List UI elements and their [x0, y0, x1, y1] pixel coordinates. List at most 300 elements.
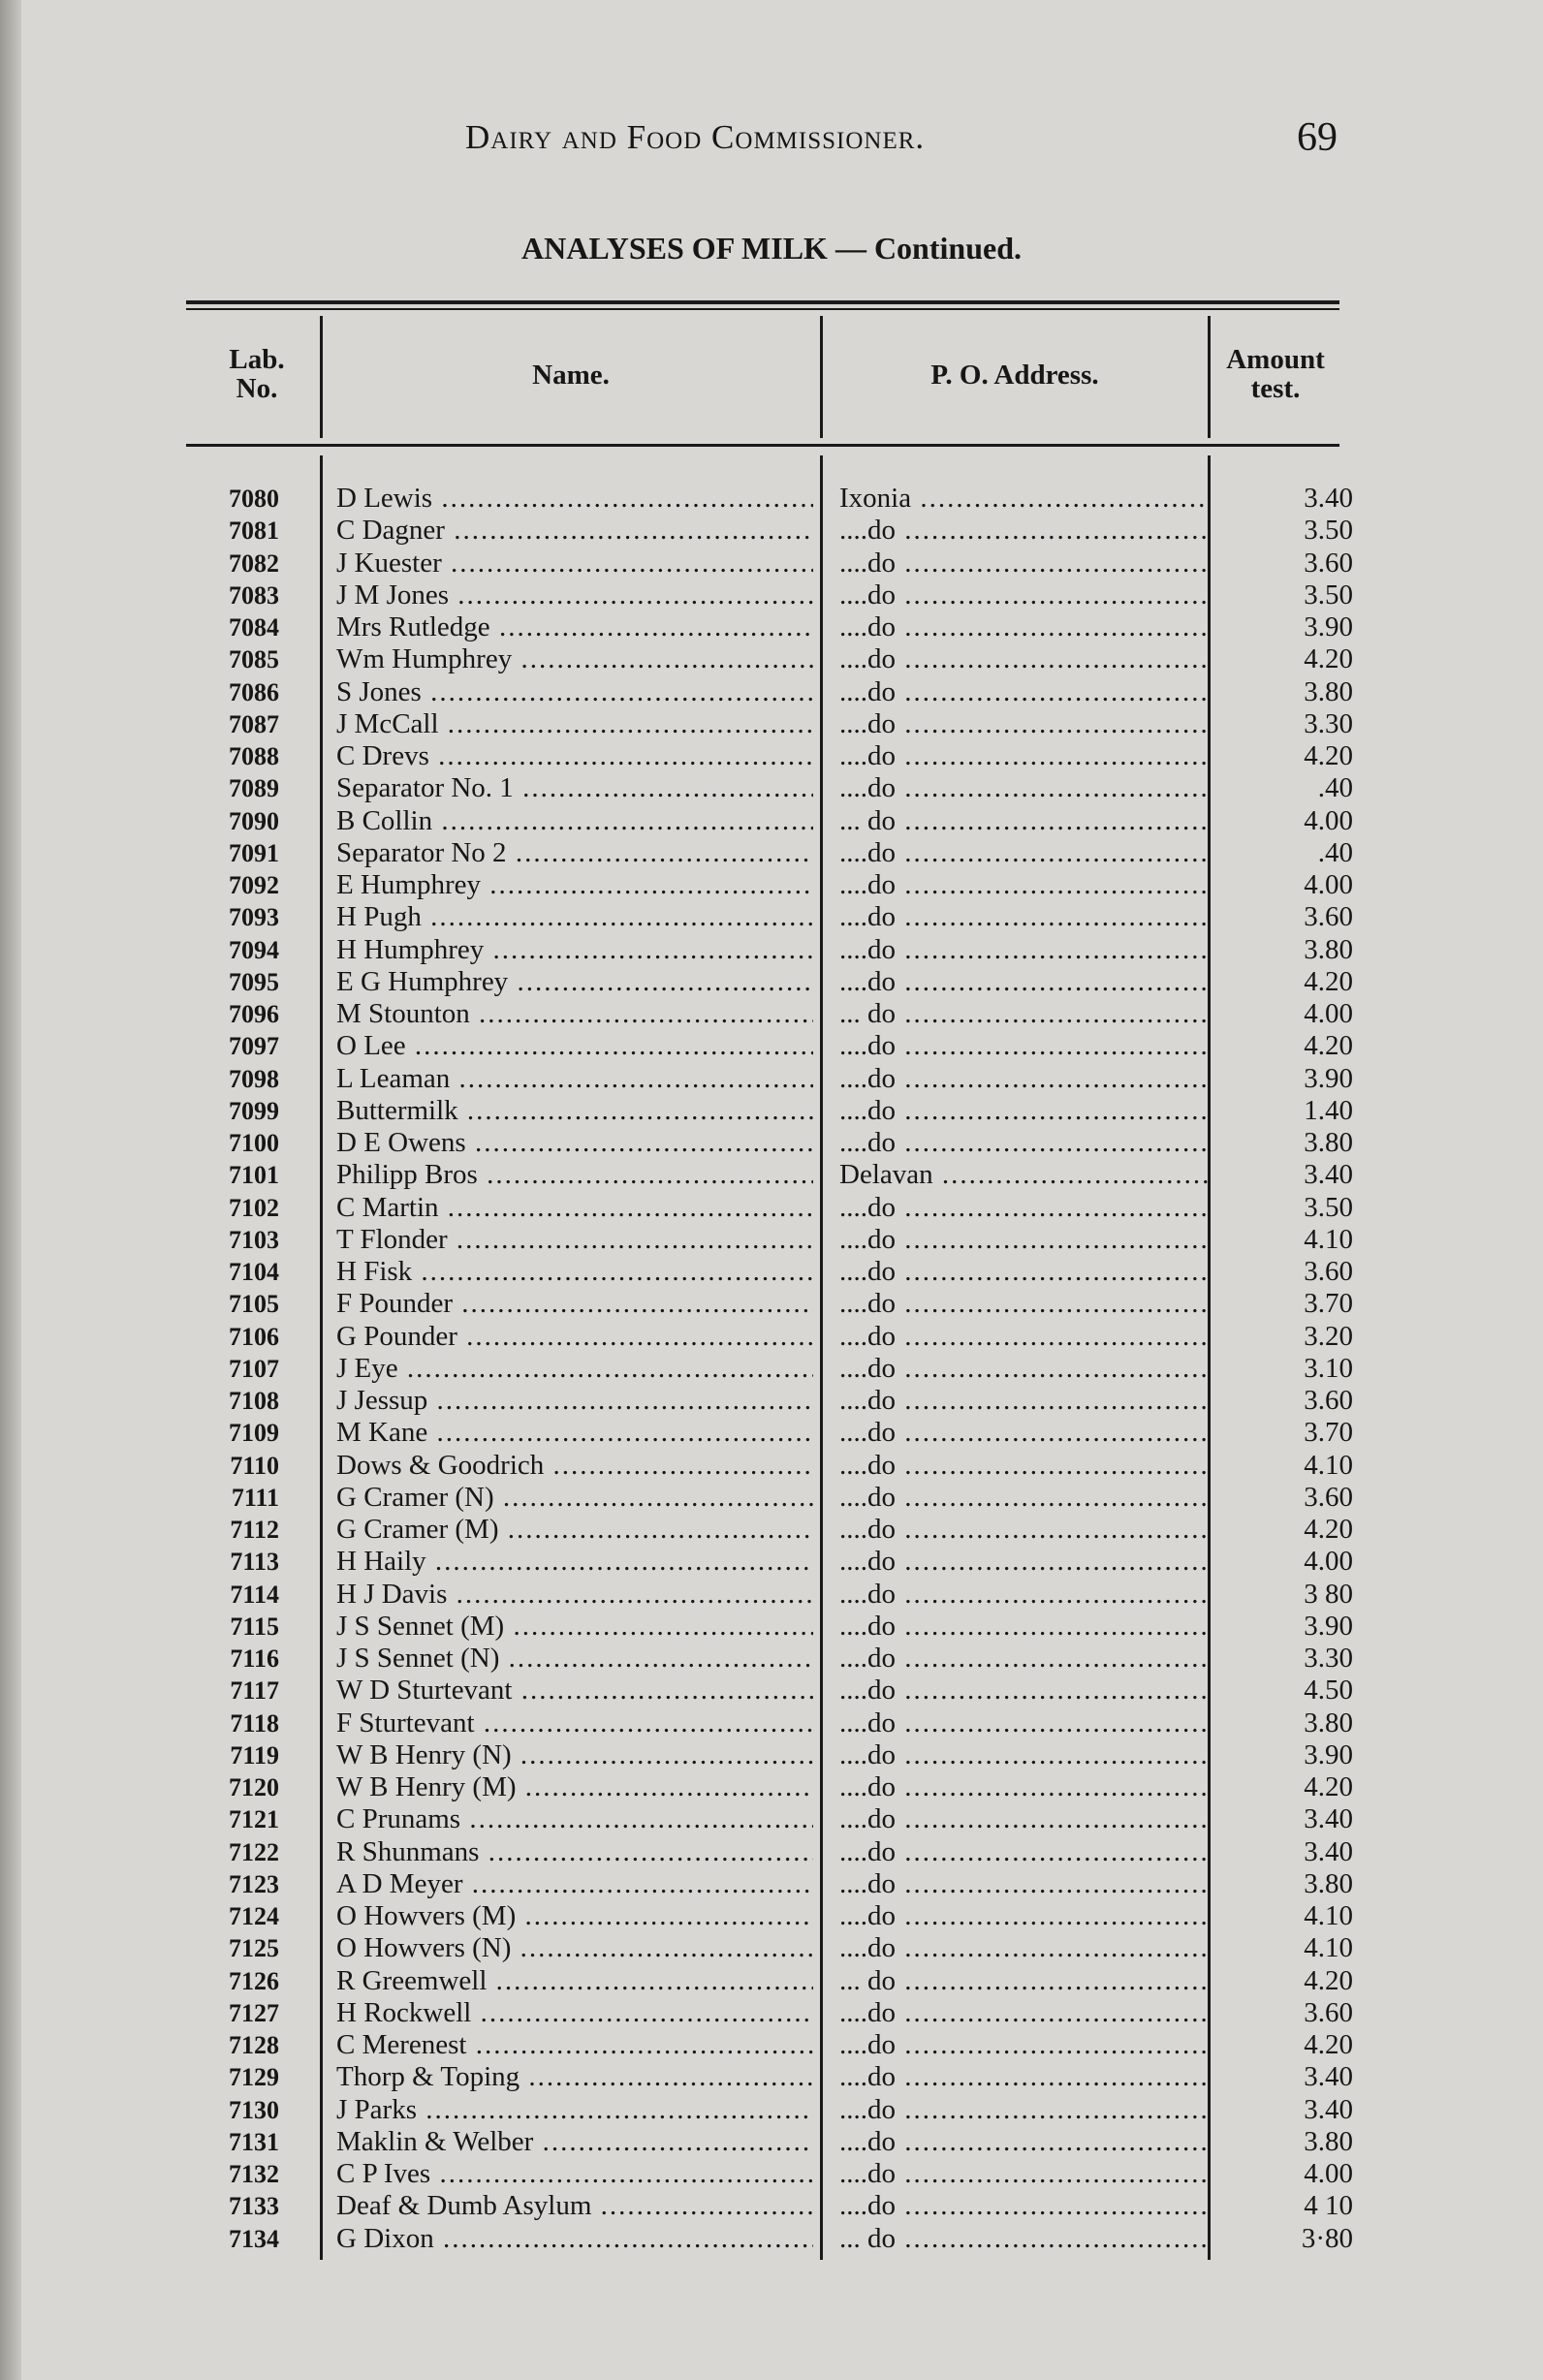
address-cell — [839, 2223, 1208, 2255]
amount-test: 3.60 — [1304, 1481, 1353, 1513]
name-cell — [336, 1321, 813, 1353]
name-cell — [336, 740, 813, 772]
address-cell — [839, 1482, 1208, 1514]
name-cell — [336, 1836, 813, 1868]
lab-number: 7083 — [229, 580, 279, 610]
address-cell — [839, 1321, 1208, 1353]
table-row — [0, 1127, 1543, 1159]
address-text: ....do ..... — [839, 1224, 1208, 1255]
name-cell — [336, 1643, 813, 1675]
address-cell — [839, 1611, 1208, 1643]
table-row — [0, 869, 1543, 901]
name-text: C P Ives ..... — [336, 2158, 813, 2189]
address-text: ....do ..... — [839, 1288, 1208, 1319]
table-row — [0, 837, 1543, 869]
table-title: ANALYSES OF MILK — Continued. — [521, 231, 1022, 266]
address-cell — [839, 2190, 1208, 2222]
header-po-address: P. O. Address. — [930, 360, 1099, 391]
address-text: Delavan ..... — [839, 1159, 1208, 1190]
lab-number: 7128 — [229, 2031, 279, 2059]
address-text: ....do ..... — [839, 643, 1208, 674]
lab-number: 7133 — [229, 2192, 279, 2221]
table-row — [0, 2223, 1543, 2255]
name-text: W B Henry (N) ..... — [336, 1739, 813, 1770]
address-text: ....do ..... — [839, 1192, 1208, 1223]
header-name: Name. — [532, 360, 610, 391]
address-text: ....do ..... — [839, 901, 1208, 932]
name-text: R Shunmans ..... — [336, 1836, 813, 1867]
address-cell — [839, 676, 1208, 708]
lab-number: 7086 — [229, 677, 279, 706]
table-row — [0, 579, 1543, 611]
lab-number: 7116 — [230, 1644, 279, 1673]
lab-number: 7129 — [229, 2063, 279, 2092]
name-cell — [336, 1739, 813, 1771]
amount-test: .40 — [1317, 836, 1353, 868]
amount-test: 4 10 — [1304, 2190, 1353, 2222]
lab-number: 7081 — [229, 517, 279, 546]
name-cell — [336, 1514, 813, 1546]
table-row — [0, 1159, 1543, 1191]
lab-number: 7112 — [230, 1516, 279, 1544]
table-row — [0, 740, 1543, 772]
name-text: C Martin ..... — [336, 1192, 813, 1223]
amount-test: 3.80 — [1304, 675, 1353, 707]
amount-test: 3.30 — [1304, 707, 1353, 739]
name-text: C Prunams ..... — [336, 1803, 813, 1834]
table-row — [0, 901, 1543, 933]
amount-test: 4.20 — [1304, 1771, 1353, 1802]
name-cell — [336, 901, 813, 933]
lab-number: 7101 — [229, 1161, 279, 1190]
address-cell — [839, 1675, 1208, 1707]
address-cell — [839, 1771, 1208, 1803]
table-row — [0, 1643, 1543, 1675]
name-cell — [336, 611, 813, 643]
name-text: H J Davis ..... — [336, 1579, 813, 1610]
address-text: ....do ..... — [839, 1256, 1208, 1287]
lab-number: 7088 — [229, 742, 279, 770]
name-text: Buttermilk ..... — [336, 1095, 813, 1126]
address-text: ....do ..... — [839, 1643, 1208, 1674]
name-text: Deaf & Dumb Asylum ..... — [336, 2190, 813, 2221]
amount-test: 3.80 — [1304, 2125, 1353, 2157]
lab-number: 7098 — [229, 1064, 279, 1093]
name-cell — [336, 676, 813, 708]
address-cell — [839, 1192, 1208, 1224]
amount-test: 3.70 — [1304, 1288, 1353, 1320]
name-cell — [336, 966, 813, 998]
address-cell — [839, 515, 1208, 547]
name-text: Separator No 2 ..... — [336, 837, 813, 868]
amount-test: 4.20 — [1304, 965, 1353, 997]
amount-test: 3.80 — [1304, 1127, 1353, 1158]
lab-number: 7102 — [229, 1193, 279, 1222]
lab-number: 7096 — [229, 1000, 279, 1028]
table-row — [0, 2126, 1543, 2158]
address-text: ....do ..... — [839, 1997, 1208, 2028]
lab-number: 7094 — [229, 935, 279, 964]
address-cell — [839, 2094, 1208, 2126]
table-row — [0, 1063, 1543, 1095]
name-text: H Humphrey ..... — [336, 934, 813, 965]
name-cell — [336, 1707, 813, 1739]
address-cell — [839, 708, 1208, 740]
address-text: ....do ..... — [839, 1900, 1208, 1931]
name-cell — [336, 1030, 813, 1062]
table-row — [0, 1900, 1543, 1932]
name-cell — [336, 1900, 813, 1932]
name-text: Philipp Bros ..... — [336, 1159, 813, 1190]
amount-test: 3.90 — [1304, 1610, 1353, 1642]
address-cell — [839, 1643, 1208, 1675]
address-cell — [839, 966, 1208, 998]
header-amount-test — [1211, 345, 1340, 403]
address-cell — [839, 1095, 1208, 1127]
address-text: ....do ..... — [839, 1095, 1208, 1126]
name-cell — [336, 579, 813, 611]
address-cell — [839, 1514, 1208, 1546]
amount-test: 3.30 — [1304, 1643, 1353, 1674]
amount-test: 4.20 — [1304, 643, 1353, 675]
name-cell — [336, 548, 813, 579]
amount-test: 3.20 — [1304, 1320, 1353, 1352]
amount-test: 4.00 — [1304, 804, 1353, 836]
name-cell — [336, 708, 813, 740]
name-cell — [336, 1611, 813, 1643]
name-cell — [336, 805, 813, 837]
lab-number: 7110 — [230, 1451, 279, 1480]
name-text: F Sturtevant ..... — [336, 1707, 813, 1738]
lab-number: 7099 — [229, 1096, 279, 1125]
address-text: ....do ..... — [839, 1868, 1208, 1899]
name-cell — [336, 1965, 813, 1997]
name-text: O Lee ..... — [336, 1030, 813, 1061]
table-row — [0, 1965, 1543, 1997]
address-cell — [839, 1965, 1208, 1997]
name-cell — [336, 772, 813, 804]
amount-test: 3.60 — [1304, 1385, 1353, 1416]
address-text: ....do ..... — [839, 2126, 1208, 2157]
amount-test: 4.20 — [1304, 1030, 1353, 1062]
address-cell — [839, 483, 1208, 515]
address-text: ....do ..... — [839, 2029, 1208, 2060]
name-cell — [336, 2126, 813, 2158]
amount-test: 3.70 — [1304, 1417, 1353, 1449]
table-top-rule — [186, 300, 1339, 304]
table-row — [0, 1482, 1543, 1514]
amount-test: 3.80 — [1304, 1867, 1353, 1899]
address-cell — [839, 1450, 1208, 1482]
amount-test: 4.10 — [1304, 1223, 1353, 1255]
lab-number: 7090 — [229, 806, 279, 835]
amount-test: 4.10 — [1304, 1449, 1353, 1481]
lab-number: 7115 — [230, 1612, 279, 1641]
address-text: ....do ..... — [839, 1579, 1208, 1610]
name-cell — [336, 483, 813, 515]
address-cell — [839, 1030, 1208, 1062]
address-cell — [839, 1868, 1208, 1900]
address-cell — [839, 772, 1208, 804]
name-text: S Jones ..... — [336, 676, 813, 707]
name-text: T Flonder ..... — [336, 1224, 813, 1255]
page-number: 69 — [1297, 115, 1338, 160]
name-cell — [336, 2158, 813, 2190]
name-cell — [336, 1482, 813, 1514]
lab-number: 7132 — [229, 2160, 279, 2188]
table-row — [0, 1707, 1543, 1739]
name-text: J Kuester ..... — [336, 548, 813, 579]
name-cell — [336, 1868, 813, 1900]
amount-test: 3.40 — [1304, 2061, 1353, 2093]
table-row — [0, 1321, 1543, 1353]
name-cell — [336, 1997, 813, 2029]
name-cell — [336, 2061, 813, 2093]
address-cell — [839, 740, 1208, 772]
address-cell — [839, 1159, 1208, 1191]
name-text: J Parks ..... — [336, 2094, 813, 2125]
address-text: ....do ..... — [839, 1546, 1208, 1577]
name-cell — [336, 2223, 813, 2255]
amount-test: 3·80 — [1301, 2222, 1353, 2254]
table-row — [0, 483, 1543, 515]
amount-test: 1.40 — [1304, 1094, 1353, 1126]
name-cell — [336, 869, 813, 901]
amount-test: 3 80 — [1304, 1578, 1353, 1610]
name-text: H Fisk ..... — [336, 1256, 813, 1287]
address-text: ....do ..... — [839, 1385, 1208, 1416]
name-text: C Dagner ..... — [336, 515, 813, 546]
lab-number: 7084 — [229, 613, 279, 642]
address-text: ....do ..... — [839, 1932, 1208, 1963]
table-row — [0, 998, 1543, 1030]
name-cell — [336, 1224, 813, 1256]
running-head — [0, 114, 1543, 163]
name-cell — [336, 1159, 813, 1191]
lab-number: 7089 — [229, 774, 279, 803]
name-cell — [336, 2094, 813, 2126]
name-text: Thorp & Toping ..... — [336, 2061, 813, 2092]
address-text: ....do ..... — [839, 966, 1208, 997]
address-cell — [839, 1417, 1208, 1449]
address-text: ....do ..... — [839, 934, 1208, 965]
address-cell — [839, 611, 1208, 643]
address-text: ....do ..... — [839, 1803, 1208, 1834]
address-cell — [839, 1900, 1208, 1932]
lab-number: 7092 — [229, 871, 279, 899]
table-row — [0, 1868, 1543, 1900]
name-cell — [336, 1353, 813, 1385]
lab-number: 7117 — [230, 1676, 279, 1706]
lab-number: 7120 — [229, 1773, 279, 1801]
name-text: M Stounton ..... — [336, 998, 813, 1029]
name-cell — [336, 1256, 813, 1288]
address-text: ....do ..... — [839, 1611, 1208, 1642]
address-text: ....do ..... — [839, 772, 1208, 803]
address-text: ....do ..... — [839, 1321, 1208, 1352]
table-row — [0, 805, 1543, 837]
table-row — [0, 1514, 1543, 1546]
name-text: H Haily ..... — [336, 1546, 813, 1577]
amount-test: 3.40 — [1304, 1835, 1353, 1867]
lab-number: 7104 — [229, 1258, 279, 1286]
lab-number: 7125 — [229, 1934, 279, 1963]
address-text: ....do ..... — [839, 1063, 1208, 1094]
table-row — [0, 1192, 1543, 1224]
amount-test: 3.60 — [1304, 901, 1353, 933]
name-text: H Pugh ..... — [336, 901, 813, 932]
name-cell — [336, 1579, 813, 1611]
amount-test: 3.50 — [1304, 579, 1353, 611]
address-text: ....do ..... — [839, 1030, 1208, 1061]
table-row — [0, 966, 1543, 998]
lab-number: 7080 — [229, 485, 279, 513]
lab-number: 7107 — [229, 1354, 279, 1383]
lab-number: 7093 — [229, 903, 279, 932]
amount-test: 3.80 — [1304, 933, 1353, 965]
header-lab-no-text: Lab. No. — [229, 344, 285, 404]
name-cell — [336, 1063, 813, 1095]
name-text: O Howvers (N) ..... — [336, 1932, 813, 1963]
address-text: ....do ..... — [839, 579, 1208, 611]
name-text: J M Jones ..... — [336, 579, 813, 611]
address-cell — [839, 1707, 1208, 1739]
amount-test: 4.10 — [1304, 1932, 1353, 1964]
lab-number: 7119 — [230, 1740, 279, 1769]
table-row — [0, 1385, 1543, 1417]
address-text: ....do ..... — [839, 869, 1208, 900]
table-row — [0, 1997, 1543, 2029]
header-amount-test-text: Amount test. — [1226, 344, 1325, 404]
amount-test: 4.00 — [1304, 998, 1353, 1029]
table-row — [0, 1288, 1543, 1320]
address-cell — [839, 2126, 1208, 2158]
header-lab-no — [194, 345, 320, 403]
address-cell — [839, 1803, 1208, 1835]
address-text: ....do ..... — [839, 2190, 1208, 2221]
name-text: W B Henry (M) ..... — [336, 1771, 813, 1802]
name-text: J Jessup ..... — [336, 1385, 813, 1416]
table-row — [0, 1095, 1543, 1127]
name-cell — [336, 934, 813, 966]
address-text: ....do ..... — [839, 1707, 1208, 1738]
table-row — [0, 708, 1543, 740]
address-cell — [839, 579, 1208, 611]
address-text: ....do ..... — [839, 2094, 1208, 2125]
amount-test: 3.60 — [1304, 1256, 1353, 1287]
address-text: ... do ..... — [839, 2223, 1208, 2254]
lab-number: 7095 — [229, 967, 279, 996]
table-row — [0, 1675, 1543, 1707]
lab-number: 7118 — [230, 1708, 279, 1738]
lab-number: 7108 — [229, 1387, 279, 1415]
address-cell — [839, 1546, 1208, 1578]
address-cell — [839, 1836, 1208, 1868]
table-row — [0, 1771, 1543, 1803]
name-text: G Pounder ..... — [336, 1321, 813, 1352]
amount-test: 3.60 — [1304, 1996, 1353, 2028]
lab-number: 7121 — [229, 1805, 279, 1834]
address-text: ....do ..... — [839, 676, 1208, 707]
address-text: ....do ..... — [839, 708, 1208, 739]
table-row — [0, 1803, 1543, 1835]
lab-number: 7123 — [229, 1869, 279, 1898]
name-cell — [336, 1771, 813, 1803]
name-cell — [336, 643, 813, 675]
lab-number: 7109 — [229, 1419, 279, 1448]
name-cell — [336, 837, 813, 869]
address-text: ....do ..... — [839, 1739, 1208, 1770]
address-cell — [839, 869, 1208, 901]
table-row — [0, 2190, 1543, 2222]
table-row — [0, 1450, 1543, 1482]
table-row — [0, 1417, 1543, 1449]
name-text: L Leaman ..... — [336, 1063, 813, 1094]
name-cell — [336, 1288, 813, 1320]
address-cell — [839, 1997, 1208, 2029]
name-cell — [336, 2029, 813, 2061]
amount-test: 4.10 — [1304, 1900, 1353, 1931]
name-text: C Merenest ..... — [336, 2029, 813, 2060]
name-cell — [336, 1127, 813, 1159]
address-cell — [839, 805, 1208, 837]
address-text: ... do ..... — [839, 998, 1208, 1029]
running-title: Dairy and Food Commissioner. — [465, 118, 926, 156]
amount-test: .40 — [1317, 772, 1353, 804]
name-text: H Rockwell ..... — [336, 1997, 813, 2028]
amount-test: 4.20 — [1304, 1964, 1353, 1996]
name-text: G Cramer (M) ..... — [336, 1514, 813, 1545]
amount-test: 4.50 — [1304, 1675, 1353, 1707]
address-cell — [839, 901, 1208, 933]
name-text: D E Owens ..... — [336, 1127, 813, 1158]
name-cell — [336, 1095, 813, 1127]
table-row — [0, 2061, 1543, 2093]
amount-test: 3.90 — [1304, 611, 1353, 642]
address-text: ....do ..... — [839, 1482, 1208, 1513]
name-text: Mrs Rutledge ..... — [336, 611, 813, 642]
amount-test: 3.50 — [1304, 515, 1353, 547]
name-text: C Drevs ..... — [336, 740, 813, 771]
name-text: D Lewis ..... — [336, 483, 813, 514]
name-text: B Collin ..... — [336, 805, 813, 836]
address-cell — [839, 2061, 1208, 2093]
name-cell — [336, 515, 813, 547]
lab-number: 7087 — [229, 709, 279, 738]
name-cell — [336, 1932, 813, 1964]
name-text: F Pounder ..... — [336, 1288, 813, 1319]
name-text: M Kane ..... — [336, 1417, 813, 1448]
name-text: E G Humphrey ..... — [336, 966, 813, 997]
address-cell — [839, 934, 1208, 966]
lab-number: 7131 — [229, 2127, 279, 2156]
address-cell — [839, 837, 1208, 869]
address-cell — [839, 2029, 1208, 2061]
amount-test: 3.40 — [1304, 1159, 1353, 1191]
name-cell — [336, 1192, 813, 1224]
name-text: J S Sennet (M) ..... — [336, 1611, 813, 1642]
table-row — [0, 1256, 1543, 1288]
amount-test: 3.80 — [1304, 1707, 1353, 1738]
address-text: ....do ..... — [839, 548, 1208, 579]
address-cell — [839, 1579, 1208, 1611]
address-cell — [839, 1739, 1208, 1771]
name-cell — [336, 1385, 813, 1417]
amount-test: 4.20 — [1304, 740, 1353, 771]
address-cell — [839, 643, 1208, 675]
amount-test: 3.90 — [1304, 1738, 1353, 1770]
name-text: J S Sennet (N) ..... — [336, 1643, 813, 1674]
